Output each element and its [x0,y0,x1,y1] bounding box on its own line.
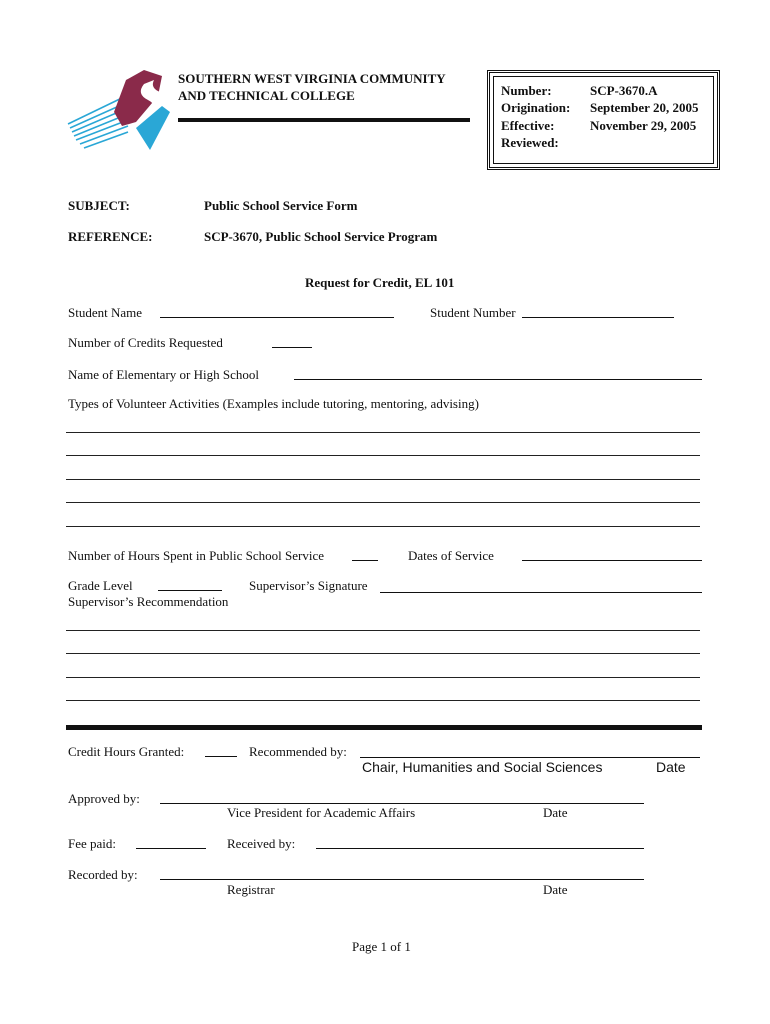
subject-label: SUBJECT: [68,198,130,213]
credits-requested-label: Number of Credits Requested [68,335,223,350]
recommended-by-label: Recommended by: [249,744,347,759]
dates-of-service-label: Dates of Service [408,548,494,563]
student-name-label: Student Name [68,305,143,320]
activities-lines[interactable] [66,409,700,527]
chair-date-label: Date [656,759,686,775]
student-number-field[interactable] [522,317,674,318]
received-by-field[interactable] [316,848,644,849]
reference-label: REFERENCE: [68,229,153,244]
policy-info-box [487,70,720,170]
credit-hours-field[interactable] [205,756,237,757]
school-name-label: Name of Elementary or High School [68,367,259,382]
number-value: SCP-3670.A [590,83,658,98]
recorded-by-label: Recorded by: [68,867,138,882]
registrar-date-label: Date [543,882,568,897]
college-logo [66,66,176,156]
effective-value: November 29, 2005 [590,118,697,133]
number-label: Number: [501,83,552,98]
subject-value: Public School Service Form [204,198,358,213]
college-name-line2: AND TECHNICAL COLLEGE [178,88,355,103]
student-name-field[interactable] [160,317,394,318]
reviewed-label: Reviewed: [501,135,559,150]
registrar-label: Registrar [227,882,275,897]
credit-hours-label: Credit Hours Granted: [68,744,185,759]
supervisor-recommendation-lines[interactable] [66,607,700,701]
effective-label: Effective: [501,118,555,133]
recommended-by-field[interactable] [360,757,700,758]
hours-field[interactable] [352,560,378,561]
fee-paid-field[interactable] [136,848,206,849]
recorded-by-field[interactable] [160,879,644,880]
college-name-line1: SOUTHERN WEST VIRGINIA COMMUNITY [178,71,446,86]
form-title: Request for Credit, EL 101 [305,275,455,290]
student-number-label: Student Number [430,305,516,320]
received-by-label: Received by: [227,836,296,851]
hours-label: Number of Hours Spent in Public School Service [68,548,324,563]
header-rule [178,118,470,122]
activities-label: Types of Volunteer Activities (Examples include tutoring, mentoring, advising) [68,396,479,411]
section-divider [66,725,702,730]
fee-paid-label: Fee paid: [68,836,117,851]
supervisor-signature-field[interactable] [380,592,702,593]
origination-value: September 20, 2005 [590,100,699,115]
approved-by-field[interactable] [160,803,644,804]
grade-level-field[interactable] [158,590,222,591]
grade-level-label: Grade Level [68,578,133,593]
vp-label: Vice President for Academic Affairs [227,805,416,820]
reference-value: SCP-3670, Public School Service Program [204,229,438,244]
page-number: Page 1 of 1 [352,939,411,954]
supervisor-signature-label: Supervisor’s Signature [249,578,368,593]
dates-of-service-field[interactable] [522,560,702,561]
credits-requested-field[interactable] [272,347,312,348]
school-name-field[interactable] [294,379,702,380]
origination-label: Origination: [501,100,571,115]
vp-date-label: Date [543,805,568,820]
supervisor-recommendation-label: Supervisor’s Recommendation [68,594,229,609]
approved-by-label: Approved by: [68,791,140,806]
chair-label: Chair, Humanities and Social Sciences [362,759,603,775]
